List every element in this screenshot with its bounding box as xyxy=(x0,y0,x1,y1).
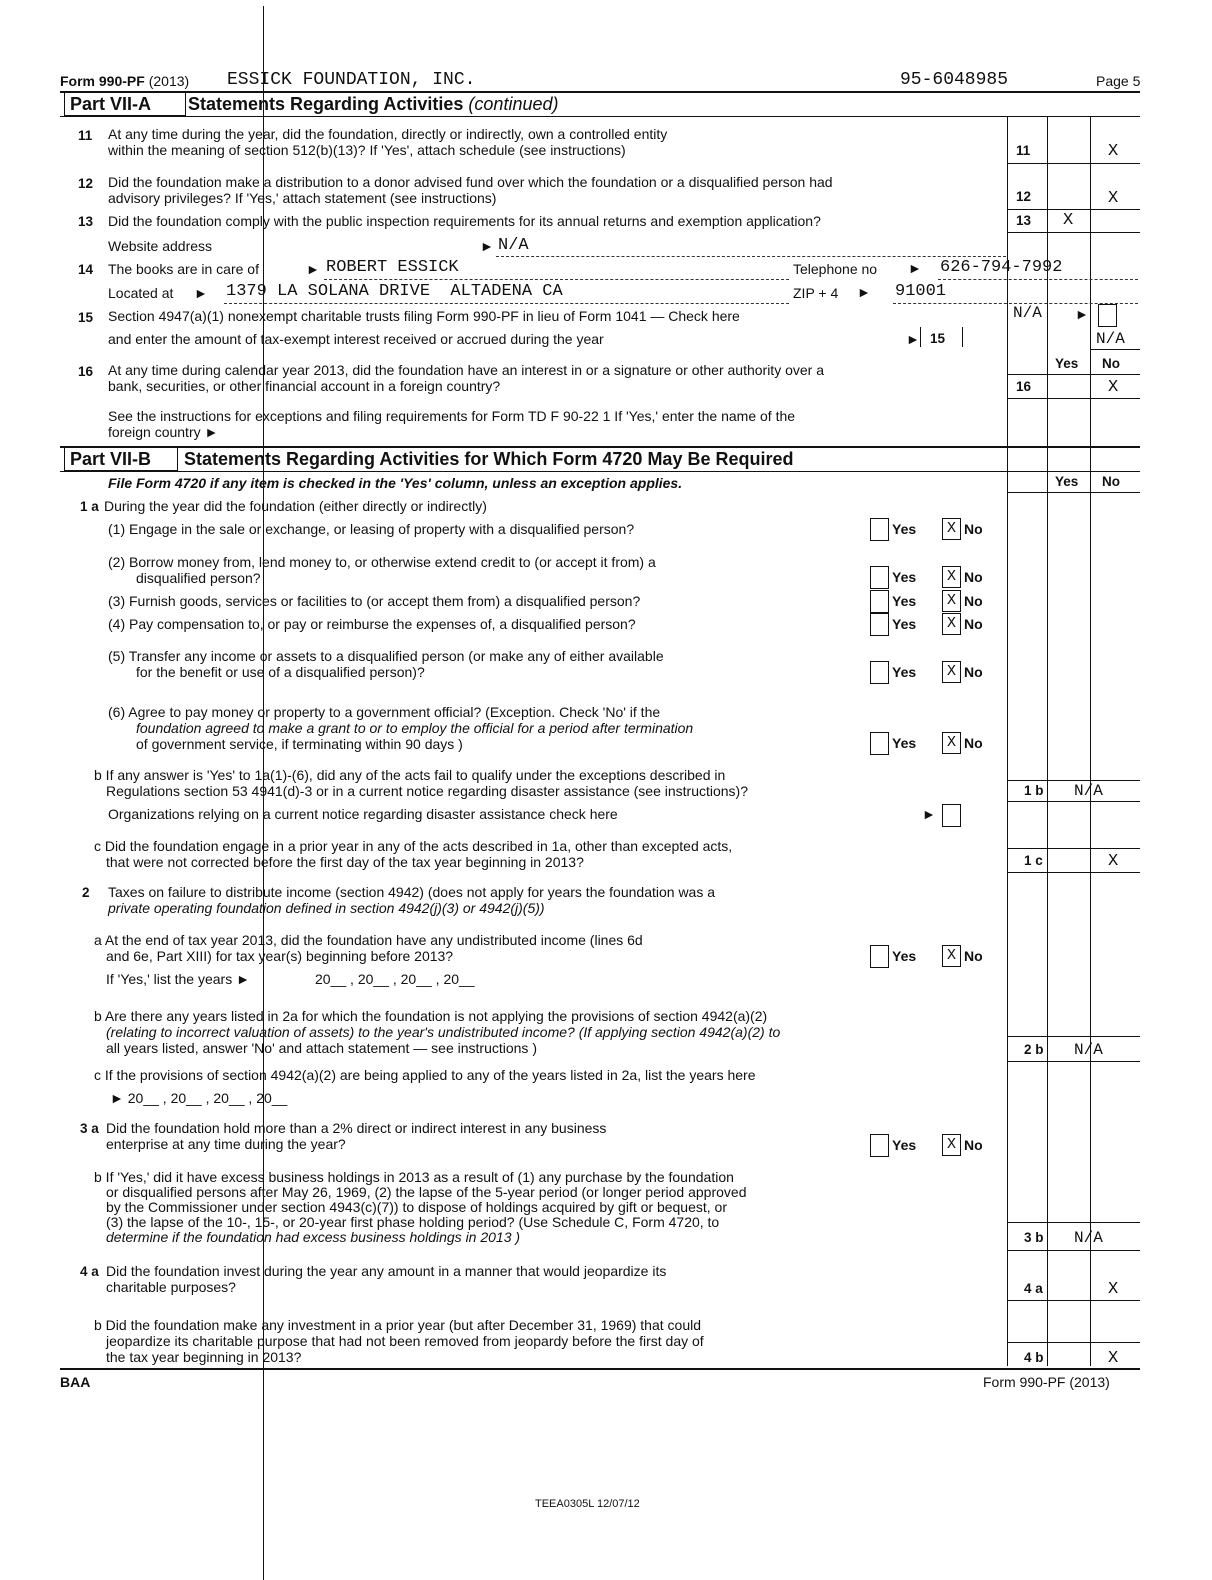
q13-text: Did the foundation comply with the public inspection requirements for its annual returns and exemption application? xyxy=(108,213,821,229)
q1-1-text: (1) Engage in the sale or exchange, or leasing of property with a disqualified person? xyxy=(108,521,635,537)
q15-na: N/A xyxy=(1013,304,1042,322)
q1-2-no-checkbox[interactable]: X xyxy=(942,566,961,588)
q1-3-yes-checkbox[interactable] xyxy=(870,590,889,613)
q1-1-no-checkbox[interactable]: X xyxy=(942,518,961,540)
q2b-answer: N/A xyxy=(1074,1041,1103,1059)
q1-2-text: (2) Borrow money from, lend money to, or otherwise extend credit to (or accept it from) a disqualified person? xyxy=(108,554,656,586)
q3a-yes-checkbox[interactable] xyxy=(870,1134,889,1157)
part-7a-title: Statements Regarding Activities (continued) xyxy=(188,94,559,114)
zip-label: ZIP + 4 xyxy=(793,285,839,301)
website-value: N/A xyxy=(498,236,529,255)
q14-label: The books are in care of xyxy=(108,261,259,277)
q3b-text: b If 'Yes,' did it have excess business holdings in 2013 as a result of (1) any purchase by the foundation or disqualified persons after May 26, 1969, (2) the lapse of the 5-year period (or longer period approved by the Commissioner under section 4943(c)(7)) to dispose of holdings acquired by gift or bequest, or (3) the lapse of the 10-, 15-, or 20-year first phase holding period? (Use Schedule C, Form 4720, to determine if the foundation had excess business holdings in 2013 ) xyxy=(94,1169,747,1245)
q1-3-text: (3) Furnish goods, services or facilities to (or accept them from) a disqualified person? xyxy=(108,593,641,609)
q1-2-yes-checkbox[interactable] xyxy=(870,566,889,589)
q15-amount: N/A xyxy=(1096,330,1125,348)
baa-label: BAA xyxy=(60,1374,91,1390)
q1-6-no-checkbox[interactable]: X xyxy=(942,732,961,754)
q3a-text: Did the foundation hold more than a 2% direct or indirect interest in any business enterprise at any time during the year? xyxy=(106,1120,607,1152)
address-value: 1379 LA SOLANA DRIVE ALTADENA CA xyxy=(226,282,563,301)
org-name: ESSICK FOUNDATION, INC. xyxy=(227,70,476,90)
q2a-text: a At the end of tax year 2013, did the foundation have any undistributed income (lines 6d and 6e, Part XIII) for tax year(s) beginning before 2013? xyxy=(94,932,643,964)
q4a-no-answer: X xyxy=(1108,1280,1119,1299)
q12-text: Did the foundation make a distribution to a donor advised fund over which the foundation or a disqualified person had advisory privileges? If 'Yes,' attach statement (see instructions) xyxy=(108,174,833,206)
part-7a-label: Part VII-A xyxy=(70,94,152,114)
q1b-answer: N/A xyxy=(1074,782,1103,800)
q1a-text: During the year did the foundation (either directly or indirectly) xyxy=(104,498,487,514)
q1-4-yes-checkbox[interactable] xyxy=(870,613,889,636)
q1c-no-answer: X xyxy=(1108,852,1119,871)
q2b-text: b Are there any years listed in 2a for which the foundation is not applying the provisions of section 4942(a)(2) (relating to incorrect valuation of assets) to the year's undistributed income? (If applying section 4942(a)(2) to all years listed, answer 'No' and attach statement — see instructions ) xyxy=(94,1008,781,1056)
part-7b-title: Statements Regarding Activities for Which Form 4720 May Be Required xyxy=(184,449,794,469)
located-label: Located at xyxy=(108,285,174,301)
form-label: Form 990-PF (2013) xyxy=(60,73,190,89)
footer-form: Form 990-PF (2013) xyxy=(983,1374,1110,1390)
q1-4-text: (4) Pay compensation to, or pay or reimburse the expenses of, a disqualified person? xyxy=(108,616,636,632)
q4a-text: Did the foundation invest during the year any amount in a manner that would jeopardize its charitable purposes? xyxy=(106,1263,667,1295)
q1-5-yes-checkbox[interactable] xyxy=(870,661,889,684)
q15-text: Section 4947(a)(1) nonexempt charitable trusts filing Form 990-PF in lieu of Form 1041 — Check here xyxy=(108,308,740,324)
q2a-yes-checkbox[interactable] xyxy=(870,945,889,968)
q1-1-yes-checkbox[interactable] xyxy=(870,518,889,541)
q3b-answer: N/A xyxy=(1074,1229,1103,1247)
foreign-note: See the instructions for exceptions and filing requirements for Form TD F 90-22 1 If 'Yes,' enter the name of the foreign country ► xyxy=(108,408,796,440)
q15-line2: and enter the amount of tax-exempt interest received or accrued during the year xyxy=(108,331,604,347)
phone-value: 626-794-7992 xyxy=(940,258,1063,277)
q1-3-no-checkbox[interactable]: X xyxy=(942,590,961,612)
org-relying-checkbox[interactable] xyxy=(942,804,961,827)
q11-text: At any time during the year, did the foundation, directly or indirectly, own a controlled entity within the meaning of section 512(b)(13)? If 'Yes', attach schedule (see instructions) xyxy=(108,126,668,158)
q2a-years-label: If 'Yes,' list the years ► xyxy=(106,971,250,987)
part-7b-label: Part VII-B xyxy=(70,449,152,469)
q2c-years: ► 20__ , 20__ , 20__ , 20__ xyxy=(110,1090,288,1106)
zip-value: 91001 xyxy=(895,282,947,301)
phone-label: Telephone no xyxy=(793,261,878,277)
q16-no-answer: X xyxy=(1108,378,1119,397)
books-custodian: ROBERT ESSICK xyxy=(326,258,459,277)
q16-text: At any time during calendar year 2013, did the foundation have an interest in or a signature or other authority over a bank, securities, or other financial account in a foreign country? xyxy=(108,362,824,394)
q3a-no-checkbox[interactable]: X xyxy=(942,1134,961,1156)
q1-4-no-checkbox[interactable]: X xyxy=(942,613,961,635)
website-label: Website address xyxy=(108,238,213,254)
page-number: Page 5 xyxy=(1096,73,1141,89)
q1b-text: b If any answer is 'Yes' to 1a(1)-(6), did any of the acts fail to qualify under the exceptions described in Regulations section 53 4941(d)-3 or in a current notice regarding disaster assistance (see instructions)? xyxy=(94,767,749,799)
q13-yes-answer: X xyxy=(1063,211,1074,230)
file-note: File Form 4720 if any item is checked in the 'Yes' column, unless an exception applies. xyxy=(108,475,683,491)
q12-no-answer: X xyxy=(1108,189,1119,208)
q1-6-text: (6) Agree to pay money or property to a government official? (Exception. Check 'No' if the foundation agreed to make a grant to or to employ the official for a period after termination of government service, if terminating within 90 days ) xyxy=(108,704,694,752)
q2c-text: c If the provisions of section 4942(a)(2) are being applied to any of the years listed in 2a, list the years here xyxy=(94,1067,756,1083)
q2a-years: 20__ , 20__ , 20__ , 20__ xyxy=(315,971,475,987)
q11-no-answer: X xyxy=(1108,142,1119,161)
q2a-no-checkbox[interactable]: X xyxy=(942,945,961,967)
q2-text: Taxes on failure to distribute income (section 4942) (does not apply for years the foundation was a private operating foundation defined in section 4942(j)(3) or 4942(j)(5)) xyxy=(108,884,716,916)
q4b-no-answer: X xyxy=(1108,1349,1119,1368)
q1c-text: c Did the foundation engage in a prior year in any of the acts described in 1a, other than excepted acts, that were not corrected before the first day of the tax year beginning in 2013? xyxy=(94,838,733,870)
org-relying-text: Organizations relying on a current notice regarding disaster assistance check here xyxy=(108,806,618,822)
q15-checkbox[interactable] xyxy=(1098,304,1117,327)
ein: 95-6048985 xyxy=(900,70,1009,90)
q1-5-text: (5) Transfer any income or assets to a disqualified person (or make any of either available for the benefit or use of a disqualified person)? xyxy=(108,648,664,680)
footer-code: TEEA0305L 12/07/12 xyxy=(535,1498,640,1510)
q1-5-no-checkbox[interactable]: X xyxy=(942,661,961,683)
q4b-text: b Did the foundation make any investment in a prior year (but after December 31, 1969) that could jeopardize its charitable purpose that had not been removed from jeopardy before the first day of the tax year beginning in 2013? xyxy=(94,1317,704,1365)
q1-6-yes-checkbox[interactable] xyxy=(870,732,889,755)
